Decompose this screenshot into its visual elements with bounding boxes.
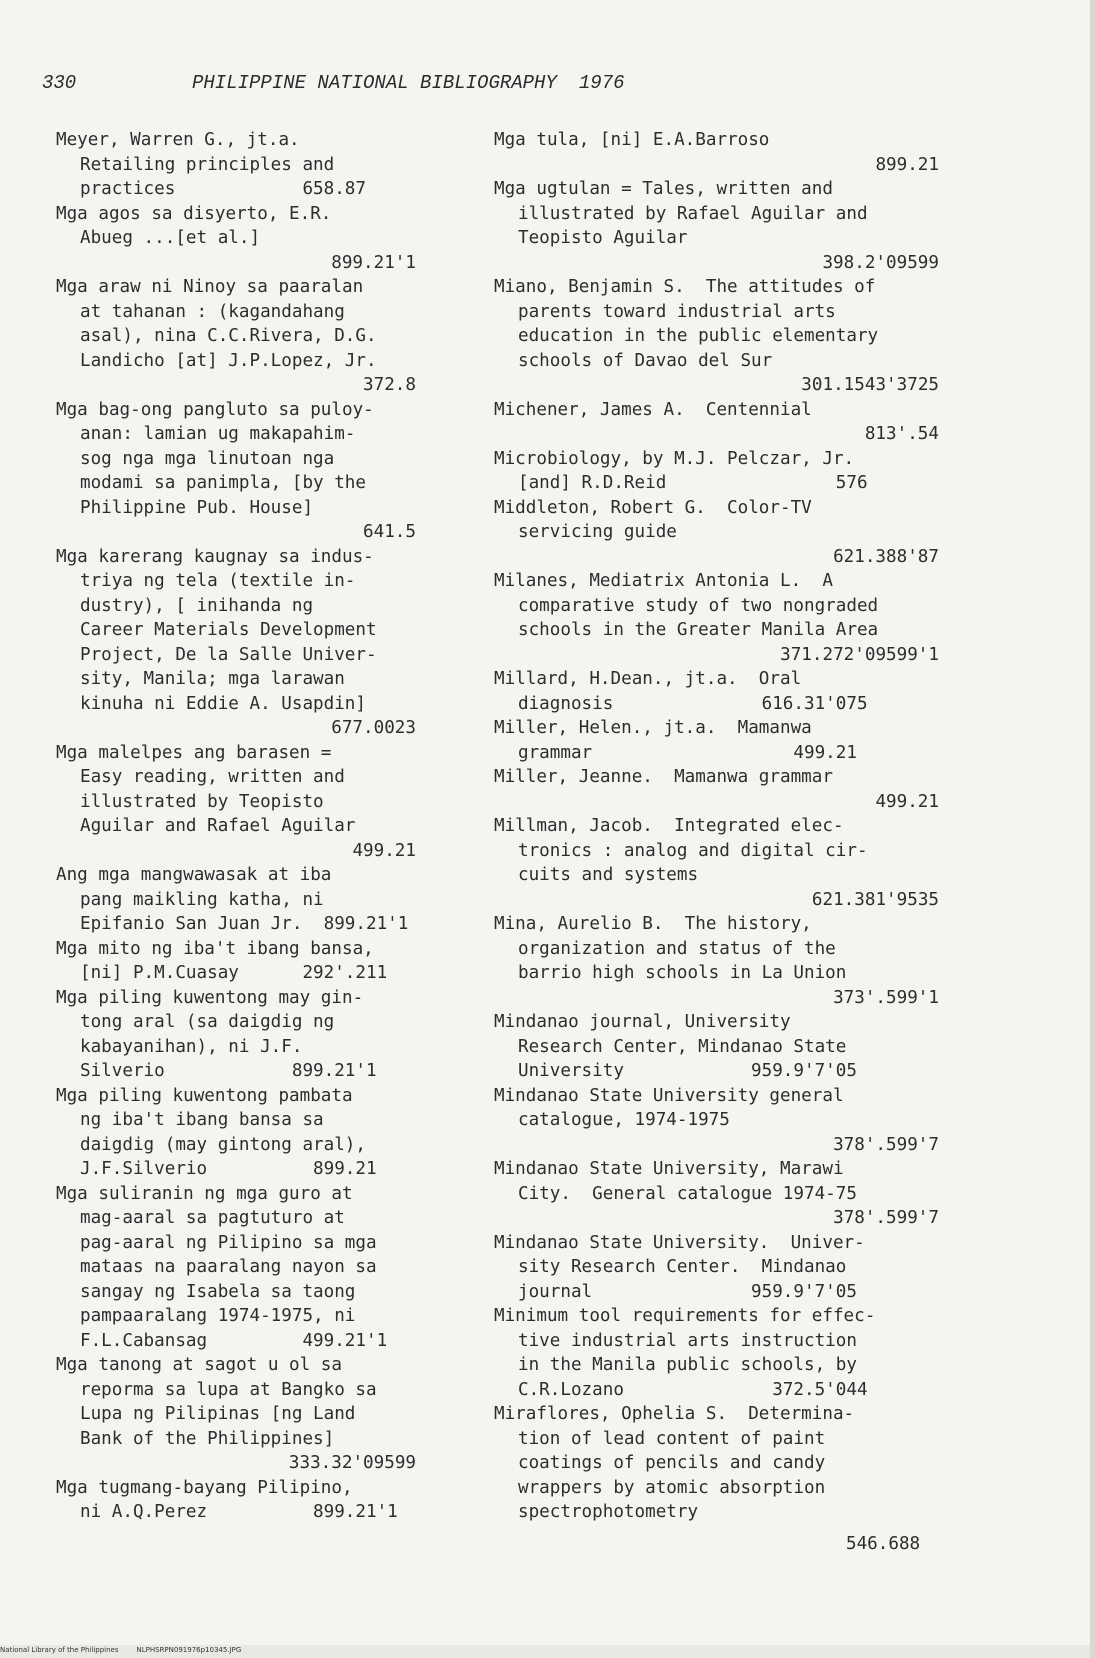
bibliography-entry bbox=[494, 716, 939, 765]
entry-continuation-line: schools of Davao del Sur bbox=[518, 350, 773, 371]
bibliography-entry bbox=[56, 275, 416, 398]
bibliography-entry bbox=[494, 1157, 939, 1231]
entry-continuation-line: journal 959.9'7'05 bbox=[518, 1281, 857, 1302]
trailing-class-number: 546.688 bbox=[846, 1534, 921, 1554]
bibliography-entry bbox=[494, 1304, 939, 1402]
page-number: 330 bbox=[42, 72, 77, 94]
entry-continuation-line: kinuha ni Eddie A. Usapdin] bbox=[80, 693, 366, 714]
entry-continuation-line: dustry), [ inihanda ng bbox=[80, 595, 314, 616]
entry-heading-line: Mga piling kuwentong may gin- bbox=[56, 987, 364, 1008]
entry-continuation-line: Teopisto Aguilar bbox=[518, 228, 688, 248]
entry-continuation-line: ng iba't ibang bansa sa bbox=[80, 1110, 324, 1130]
entry-continuation-line: Bank of the Philippines] bbox=[80, 1428, 335, 1449]
entry-heading-line: Milanes, Mediatrix Antonia L. A bbox=[494, 571, 833, 591]
classification-number: 372.8 bbox=[363, 375, 416, 395]
entry-continuation-line: F.L.Cabansag 499.21'1 bbox=[80, 1330, 388, 1351]
bibliography-entry bbox=[494, 569, 939, 667]
bibliography-entry bbox=[494, 177, 939, 275]
entry-continuation-line: sity Research Center. Mindanao bbox=[518, 1257, 847, 1277]
classification-number: 641.5 bbox=[363, 522, 416, 542]
entry-continuation-line: Landicho [at] J.P.Lopez, Jr. bbox=[80, 350, 377, 371]
classification-number: 378'.599'7 bbox=[833, 1208, 939, 1228]
entry-continuation-line: organization and status of the bbox=[518, 938, 836, 959]
entry-continuation-line: pang maikling katha, ni bbox=[80, 889, 324, 910]
entry-continuation-line: anan: lamian ug makapahim- bbox=[80, 424, 356, 444]
page-title: PHILIPPINE NATIONAL BIBLIOGRAPHY bbox=[192, 72, 557, 94]
entry-continuation-line: [ni] P.M.Cuasay 292'.211 bbox=[80, 963, 388, 983]
entry-heading-line: Miller, Helen., jt.a. Mamanwa bbox=[494, 718, 812, 738]
entry-heading-line: Miller, Jeanne. Mamanwa grammar bbox=[494, 767, 833, 787]
bibliography-entry bbox=[494, 496, 939, 570]
classification-number: 301.1543'3725 bbox=[801, 375, 939, 395]
classification-number: 621.381'9535 bbox=[811, 889, 939, 910]
page-year: 1976 bbox=[578, 72, 625, 94]
bibliography-entry bbox=[494, 398, 939, 447]
bibliography-entry bbox=[494, 447, 939, 496]
entry-continuation-line: tive industrial arts instruction bbox=[518, 1330, 857, 1351]
bibliography-entry bbox=[494, 1084, 939, 1158]
bibliography-entry bbox=[56, 863, 416, 937]
entry-continuation-line: reporma sa lupa at Bangko sa bbox=[80, 1379, 377, 1400]
entry-continuation-line: barrio high schools in La Union bbox=[518, 963, 847, 983]
bibliography-entry bbox=[56, 1084, 416, 1182]
entry-continuation-line: illustrated by Rafael Aguilar and bbox=[518, 203, 868, 224]
classification-number: 373'.599'1 bbox=[833, 987, 939, 1008]
bibliography-entry bbox=[56, 1353, 416, 1476]
entry-continuation-line: tong aral (sa daigdig ng bbox=[80, 1012, 335, 1032]
bibliography-entry bbox=[494, 765, 939, 814]
entry-continuation-line: tronics : analog and digital cir- bbox=[518, 840, 868, 861]
classification-number: 333.32'09599 bbox=[288, 1453, 416, 1473]
entry-heading-line: Meyer, Warren G., jt.a. bbox=[56, 130, 300, 150]
entry-heading-line: Mindanao State University general bbox=[494, 1085, 844, 1106]
entry-heading-line: Mga agos sa disyerto, E.R. bbox=[56, 203, 332, 224]
entry-continuation-line: practices 658.87 bbox=[80, 179, 366, 199]
classification-number: 499.21 bbox=[875, 791, 939, 812]
bibliography-entry bbox=[494, 1010, 939, 1084]
entry-continuation-line: wrappers by atomic absorption bbox=[518, 1477, 826, 1498]
bibliography-entry bbox=[494, 814, 939, 912]
classification-number: 499.21 bbox=[352, 840, 416, 861]
classification-number: 398.2'09599 bbox=[822, 252, 939, 273]
entry-heading-line: Mga piling kuwentong pambata bbox=[56, 1085, 353, 1106]
bibliography-entry bbox=[494, 128, 939, 177]
bibliography-entry bbox=[494, 1231, 939, 1305]
entry-continuation-line: pampaaralang 1974-1975, ni bbox=[80, 1306, 356, 1326]
entry-continuation-line: University 959.9'7'05 bbox=[518, 1061, 857, 1081]
entry-heading-line: Mga mito ng iba't ibang bansa, bbox=[56, 938, 374, 959]
entry-continuation-line: Aguilar and Rafael Aguilar bbox=[80, 816, 356, 836]
entry-heading-line: Miano, Benjamin S. The attitudes of bbox=[494, 277, 876, 297]
entry-continuation-line: coatings of pencils and candy bbox=[518, 1453, 826, 1473]
entry-heading-line: Middleton, Robert G. Color-TV bbox=[494, 497, 812, 518]
entry-continuation-line: Project, De la Salle Univer- bbox=[80, 644, 377, 665]
entry-continuation-line: servicing guide bbox=[518, 522, 677, 542]
entry-heading-line: Mga tula, [ni] E.A.Barroso bbox=[494, 130, 770, 150]
right-column bbox=[494, 128, 939, 1525]
entry-continuation-line: [and] R.D.Reid 576 bbox=[518, 473, 868, 493]
entry-continuation-line: C.R.Lozano 372.5'044 bbox=[518, 1379, 868, 1400]
entry-continuation-line: kabayanihan), ni J.F. bbox=[80, 1036, 303, 1057]
bibliography-entry bbox=[56, 937, 416, 986]
entry-heading-line: Mga tugmang-bayang Pilipino, bbox=[56, 1477, 353, 1498]
classification-number: 813'.54 bbox=[864, 424, 939, 444]
entry-continuation-line: triya ng tela (textile in- bbox=[80, 571, 356, 591]
entry-continuation-line: Retailing principles and bbox=[80, 154, 335, 175]
entry-heading-line: Millman, Jacob. Integrated elec- bbox=[494, 816, 844, 836]
entry-continuation-line: ni A.Q.Perez 899.21'1 bbox=[80, 1502, 398, 1522]
entry-continuation-line: comparative study of two nongraded bbox=[518, 595, 879, 616]
entry-heading-line: Mina, Aurelio B. The history, bbox=[494, 914, 812, 934]
entry-continuation-line: mag-aaral sa pagtuturo at bbox=[80, 1208, 345, 1228]
entry-heading-line: Mga malelpes ang barasen = bbox=[56, 742, 332, 763]
page-edge bbox=[1090, 0, 1095, 1658]
entry-continuation-line: Philippine Pub. House] bbox=[80, 497, 314, 518]
entry-heading-line: Mga karerang kaugnay sa indus- bbox=[56, 546, 374, 567]
classification-number: 378'.599'7 bbox=[833, 1134, 939, 1155]
entry-heading-line: Mga suliranin ng mga guro at bbox=[56, 1183, 353, 1204]
entry-continuation-line: sangay ng Isabela sa taong bbox=[80, 1281, 356, 1302]
bibliography-entry bbox=[494, 1402, 939, 1525]
entry-continuation-line: in the Manila public schools, by bbox=[518, 1355, 857, 1375]
entry-continuation-line: Abueg ...[et al.] bbox=[80, 228, 261, 248]
entry-continuation-line: Research Center, Mindanao State bbox=[518, 1036, 847, 1057]
entry-heading-line: Microbiology, by M.J. Pelczar, Jr. bbox=[494, 448, 855, 469]
entry-continuation-line: City. General catalogue 1974-75 bbox=[518, 1183, 857, 1204]
left-column bbox=[56, 128, 416, 1525]
entry-heading-line: Mindanao journal, University bbox=[494, 1012, 791, 1032]
scan-footer bbox=[0, 1646, 259, 1654]
entry-continuation-line: parents toward industrial arts bbox=[518, 301, 836, 322]
bibliography-entry bbox=[56, 1476, 416, 1525]
entry-continuation-line: illustrated by Teopisto bbox=[80, 791, 324, 812]
entry-continuation-line: mataas na paaralang nayon sa bbox=[80, 1257, 377, 1277]
page-header bbox=[42, 72, 742, 94]
bibliography-entry bbox=[56, 741, 416, 864]
entry-continuation-line: catalogue, 1974-1975 bbox=[518, 1110, 730, 1130]
entry-heading-line: Miraflores, Ophelia S. Determina- bbox=[494, 1404, 855, 1424]
entry-continuation-line: schools in the Greater Manila Area bbox=[518, 620, 879, 640]
entry-continuation-line: modami sa panimpla, [by the bbox=[80, 473, 366, 493]
entry-continuation-line: tion of lead content of paint bbox=[518, 1428, 826, 1449]
entry-continuation-line: education in the public elementary bbox=[518, 326, 879, 346]
entry-continuation-line: Career Materials Development bbox=[80, 620, 377, 640]
footer-filename: NLPHSRPN091976p10345.JPG bbox=[136, 1646, 242, 1654]
entry-continuation-line: grammar 499.21 bbox=[518, 742, 857, 763]
bibliography-entry bbox=[56, 986, 416, 1084]
entry-continuation-line: Epifanio San Juan Jr. 899.21'1 bbox=[80, 914, 409, 934]
bibliography-entry bbox=[494, 275, 939, 398]
entry-heading-line: Michener, James A. Centennial bbox=[494, 399, 812, 420]
entry-heading-line: Mga ugtulan = Tales, written and bbox=[494, 179, 833, 199]
entry-continuation-line: Silverio 899.21'1 bbox=[80, 1061, 377, 1081]
footer-source: National Library of the Philippines bbox=[0, 1646, 119, 1654]
classification-number: 899.21'1 bbox=[331, 252, 416, 273]
classification-number: 371.272'09599'1 bbox=[780, 644, 939, 665]
entry-continuation-line: pag-aaral ng Pilipino sa mga bbox=[80, 1232, 377, 1253]
entry-continuation-line: sog nga mga linutoan nga bbox=[80, 448, 335, 469]
bibliography-entry bbox=[56, 1182, 416, 1354]
bibliography-entry bbox=[494, 667, 939, 716]
classification-number: 621.388'87 bbox=[833, 546, 939, 567]
entry-continuation-line: Lupa ng Pilipinas [ng Land bbox=[80, 1404, 356, 1424]
entry-heading-line: Mga bag-ong pangluto sa puloy- bbox=[56, 399, 374, 420]
entry-continuation-line: diagnosis 616.31'075 bbox=[518, 693, 868, 714]
bibliography-entry bbox=[56, 202, 416, 276]
entry-continuation-line: cuits and systems bbox=[518, 865, 699, 885]
entry-heading-line: Ang mga mangwawasak at iba bbox=[56, 865, 332, 885]
entry-continuation-line: asal), nina C.C.Rivera, D.G. bbox=[80, 326, 377, 346]
entry-continuation-line: spectrophotometry bbox=[518, 1502, 699, 1522]
entry-heading-line: Mindanao State University. Univer- bbox=[494, 1232, 865, 1253]
bibliography-entry bbox=[56, 398, 416, 545]
entry-continuation-line: J.F.Silverio 899.21 bbox=[80, 1159, 377, 1179]
classification-number: 677.0023 bbox=[331, 718, 416, 738]
bibliography-entry bbox=[494, 912, 939, 1010]
entry-continuation-line: at tahanan : (kagandahang bbox=[80, 301, 345, 322]
entry-continuation-line: sity, Manila; mga larawan bbox=[80, 669, 345, 689]
entry-heading-line: Mga tanong at sagot u ol sa bbox=[56, 1355, 342, 1375]
entry-heading-line: Millard, H.Dean., jt.a. Oral bbox=[494, 669, 802, 689]
bibliography-entry bbox=[56, 128, 416, 202]
entry-heading-line: Minimum tool requirements for effec- bbox=[494, 1306, 876, 1326]
entry-heading-line: Mga araw ni Ninoy sa paaralan bbox=[56, 277, 364, 297]
entry-continuation-line: daigdig (may gintong aral), bbox=[80, 1134, 366, 1155]
bibliography-entry bbox=[56, 545, 416, 741]
classification-number: 899.21 bbox=[875, 154, 939, 175]
entry-continuation-line: Easy reading, written and bbox=[80, 767, 345, 787]
entry-heading-line: Mindanao State University, Marawi bbox=[494, 1159, 844, 1179]
